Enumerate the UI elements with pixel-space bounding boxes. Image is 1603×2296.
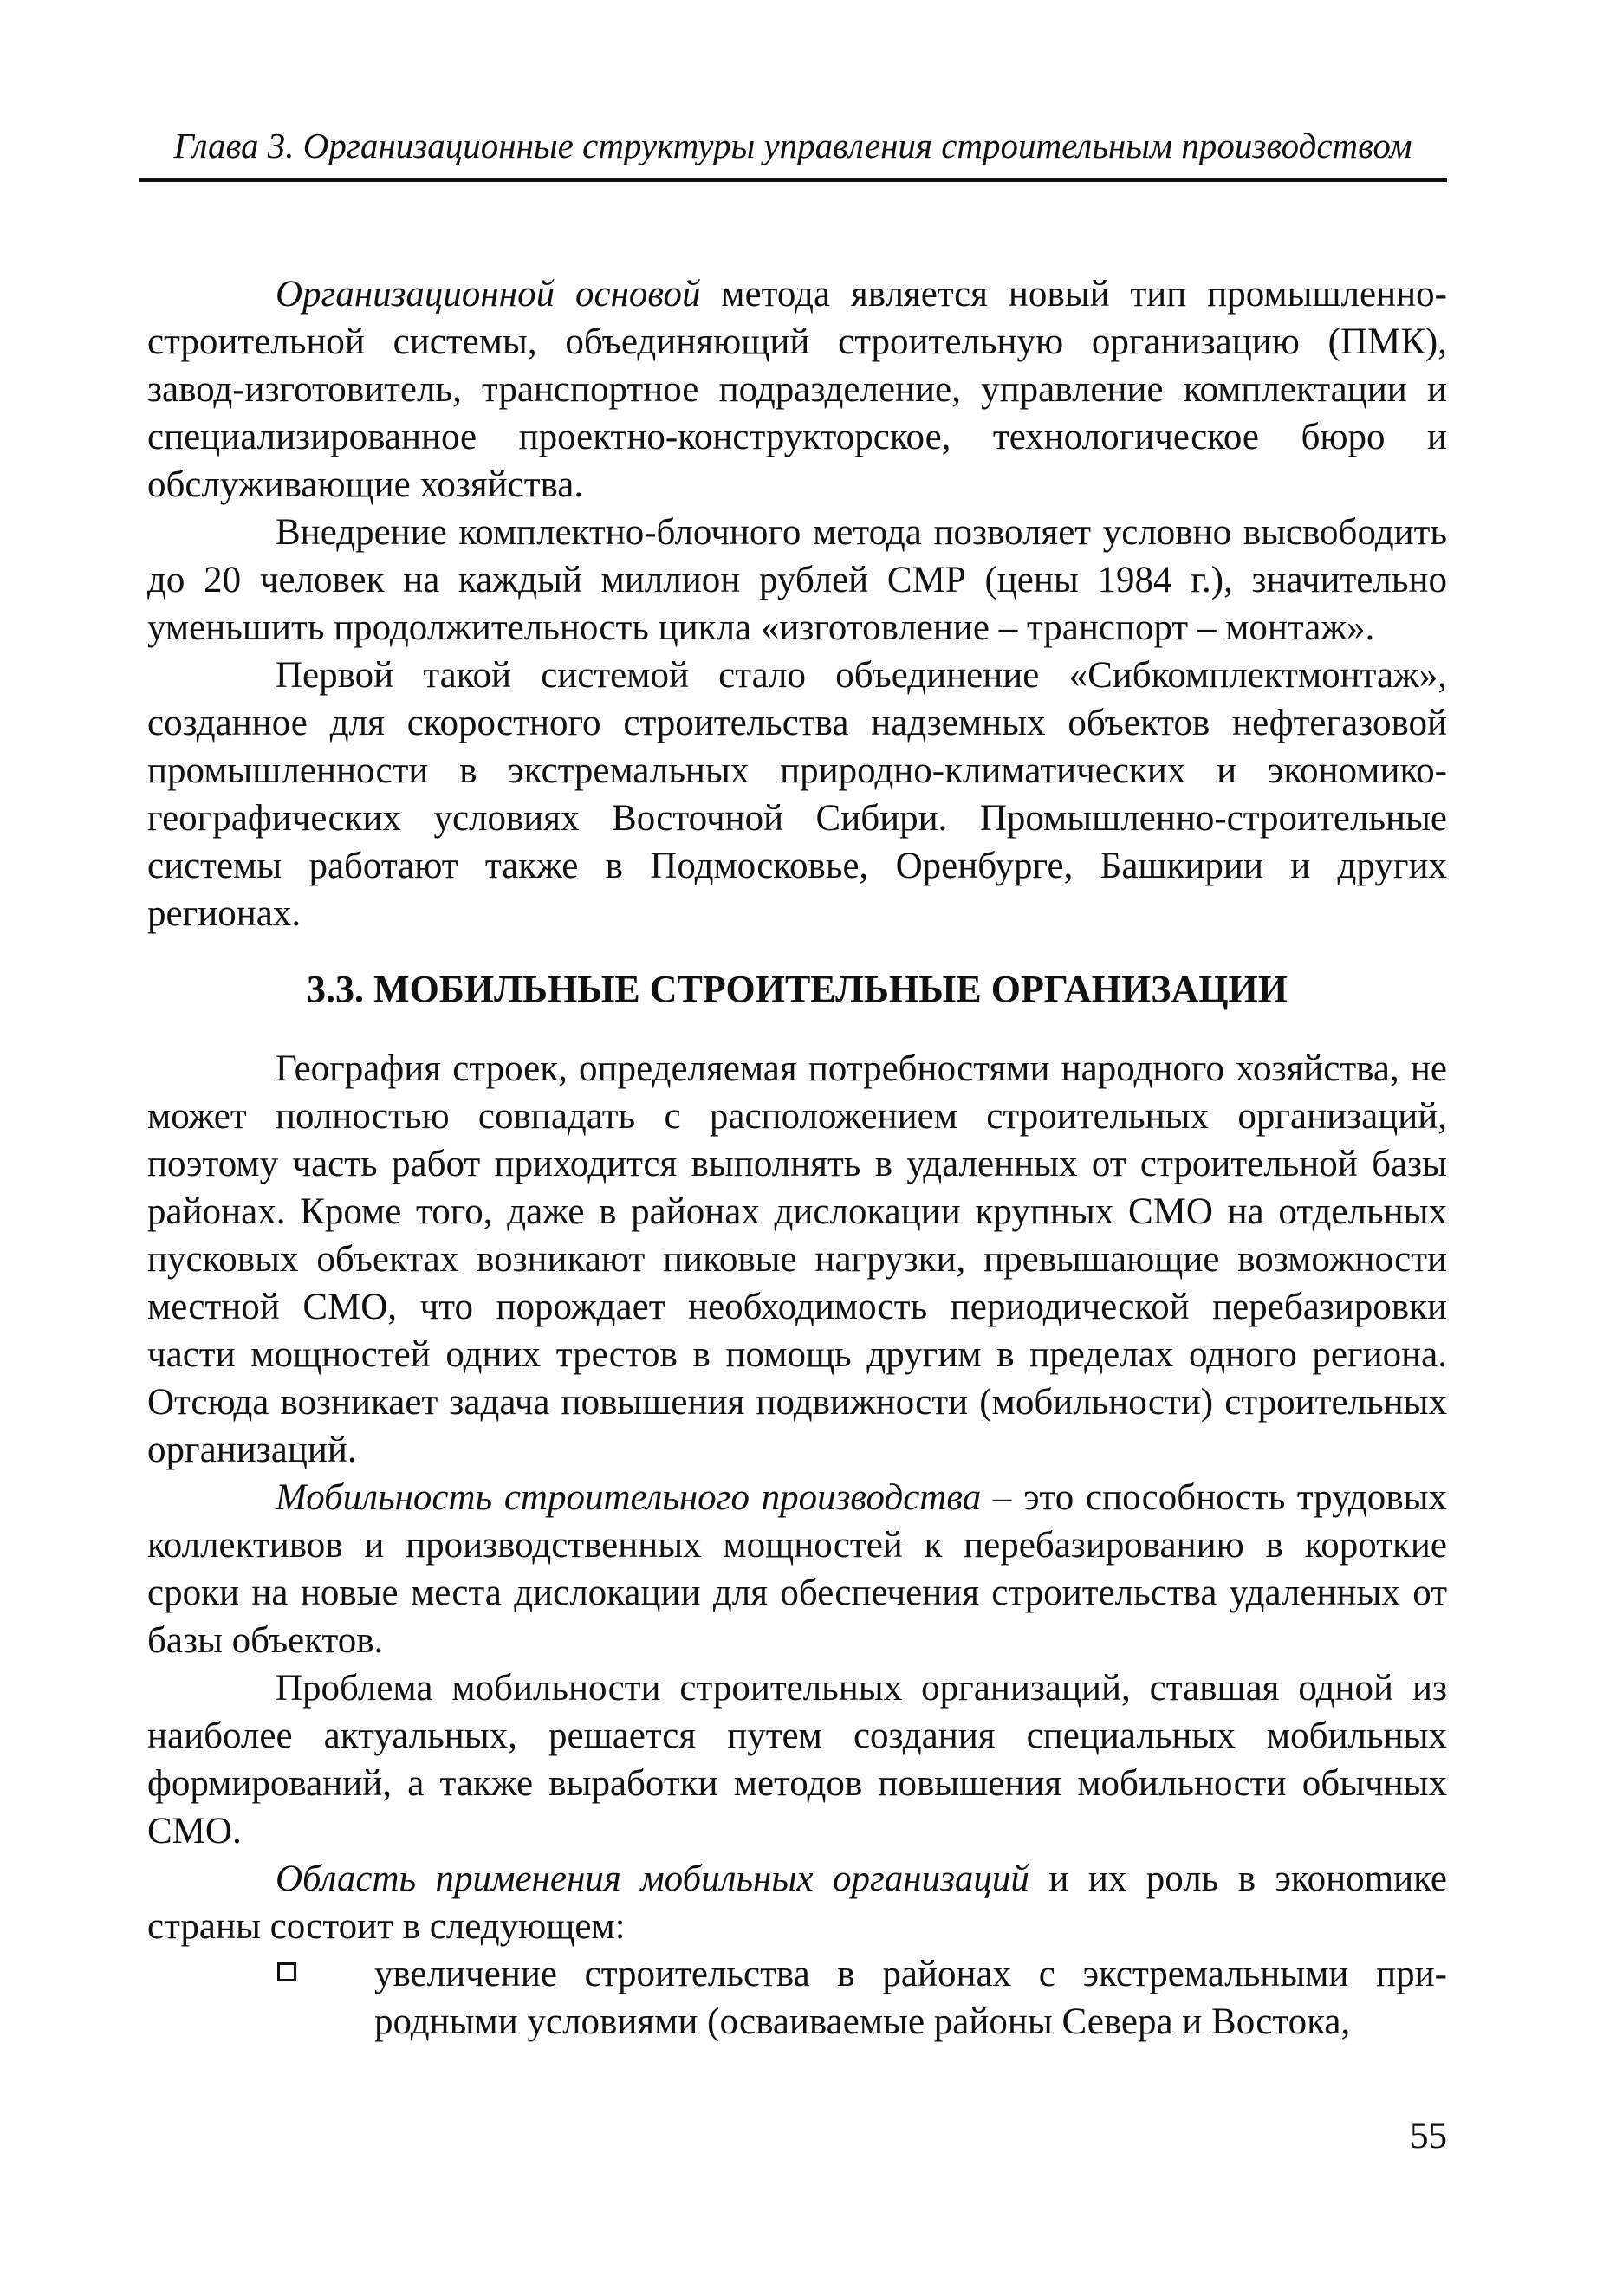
paragraph-text: – это способность трудовых коллективов и производственных мощностей к перебазированию в короткие сроки на новые места дислокации для обеспечения строительства удаленных от базы объектов. — [147, 1477, 1447, 1661]
paragraph-text: метода является новый тип промышленно-строительной системы, объединяющий строительную организацию (ПМК), завод-изготовитель, транспортное подразделение, управление комплектации и специализированное проектно-конструкторское, технологическое бюро и обслуживающие хозяйства. — [147, 274, 1447, 505]
list-item-text: увеличение строительства в районах с экстремальными природными условиями (осваиваемые районы Севера и Востока, — [374, 1954, 1447, 2042]
paragraph-first-system: Первой такой системой стало объединение «Сибкомплектмонтаж», созданное для скоростного строительства надземных объектов нефтегазовой промышленности в экстремальных природно-климатических и экономико-географических условиях Восточной Сибири. Промышленно-строительные системы работают также в Подмосковье, Оренбурге, Башкирии и других регионах. — [147, 655, 1447, 934]
paragraph-mobility-problem: Проблема мобильности строительных организаций, ставшая одной из наиболее актуальных, решается путем создания специальных мобильных формирований, а также выработки методов повышения мобильности обычных СМО. — [147, 1668, 1447, 1852]
header-rule — [139, 178, 1447, 182]
emphasis-term: Мобильность строительного производства — [276, 1477, 982, 1518]
emphasis-term: Область применения мобильных организаций — [276, 1858, 1029, 1899]
paragraph-implementation: Внедрение комплектно-блочного метода позволяет условно высвободить до 20 человек на каждый миллион рублей СМР (цены 1984 г.), значительно уменьшить продолжительность цикла «изготовление – транспорт – монтаж». — [147, 512, 1447, 648]
list-item — [147, 1950, 1447, 2046]
running-header: Глава 3. Организационные структуры управления строительным производством — [173, 126, 1412, 165]
paragraph-text: и их роль в эконоmике страны состоит в следующем: — [147, 1858, 1447, 1947]
page-body — [147, 270, 1447, 2046]
paragraph-organizational-basis — [147, 270, 1447, 509]
section-heading: 3.3. МОБИЛЬНЫЕ СТРОИТЕЛЬНЫЕ ОРГАНИЗАЦИИ — [307, 968, 1288, 1010]
paragraph-scope — [147, 1855, 1447, 1950]
paragraph-geography: География строек, определяемая потребностями народного хозяйства, не может полностью совпадать с расположением строительных организаций, поэтому часть работ приходится выполнять в удаленных от строительной базы районах. Кроме того, даже в районах дислокации крупных СМО на отдельных пусковых объектах возникают пиковые нагрузки, превышающие возможности местной СМО, что порождает необходимость периодической перебазировки части мощностей одних трестов в помощь другим в пределах одного региона. Отсюда возникает задача повышения подвижности (мобильности) строительных организаций. — [147, 1048, 1447, 1470]
emphasis-term: Организационной основой — [276, 274, 701, 315]
page-number: 55 — [1410, 2116, 1447, 2157]
checkbox-square-icon — [277, 1962, 296, 1981]
paragraph-mobility-definition — [147, 1474, 1447, 1664]
